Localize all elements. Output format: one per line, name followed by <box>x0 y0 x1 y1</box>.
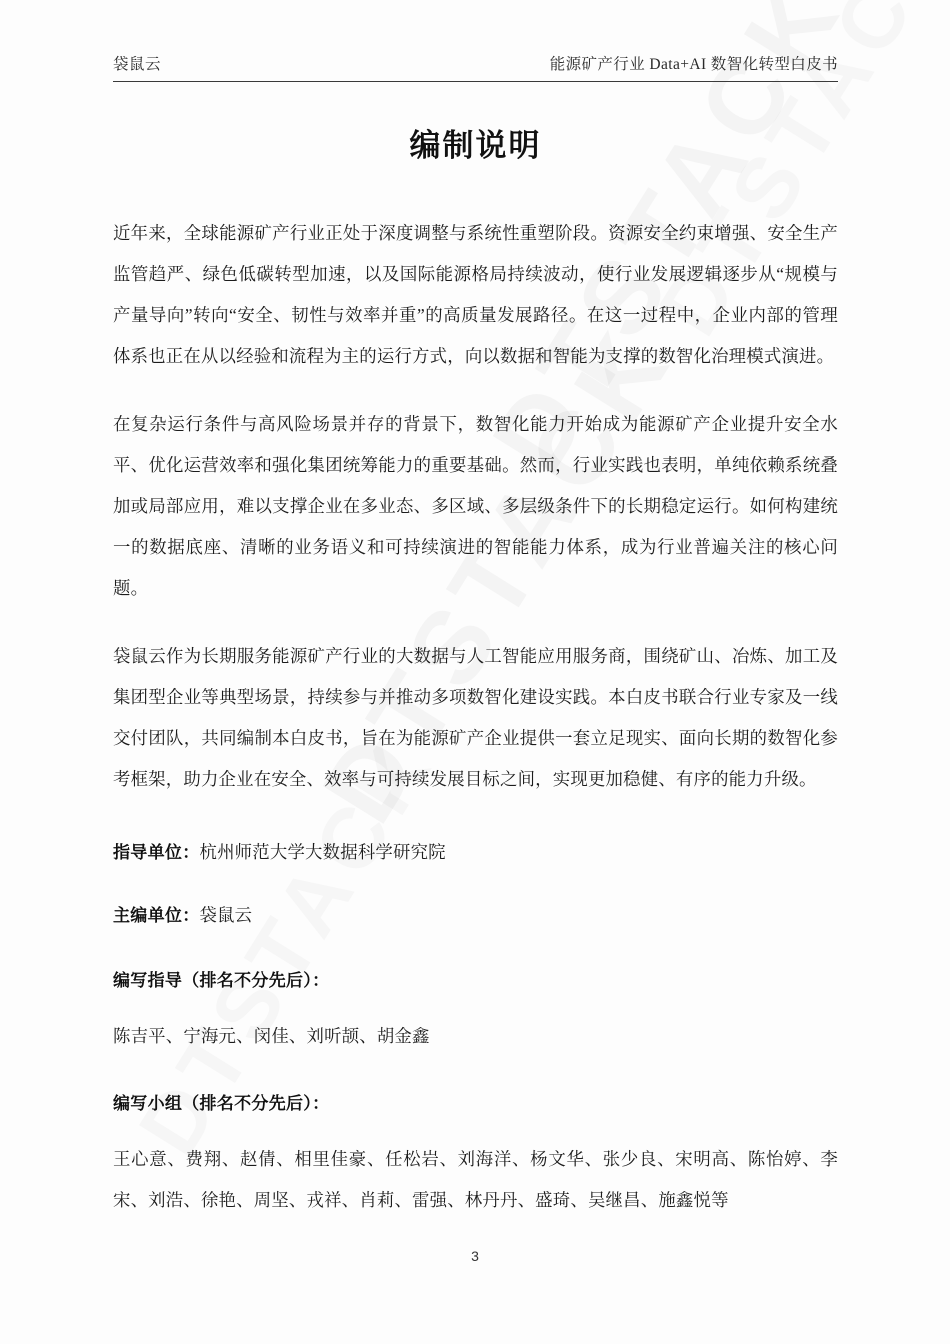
writing-group-names: 王心意、费翔、赵倩、相里佳豪、任松岩、刘海洋、杨文华、张少良、宋明高、陈怡婷、李宋、刘浩、徐艳、周坚、戎祥、肖莉、雷强、林丹丹、盛琦、吴继昌、施鑫悦等 <box>113 1149 838 1210</box>
spacer <box>113 1125 838 1139</box>
writing-guidance-names: 陈吉平、宁海元、闵佳、刘听颉、胡金鑫 <box>113 1026 430 1046</box>
paragraph: 在复杂运行条件与高风险场景并存的背景下，数智化能力开始成为能源矿产企业提升安全水平、优化运营效率和强化集团统筹能力的重要基础。然而，行业实践也表明，单纯依赖系统叠加或局部应用，难以支撑企业在多业态、多区域、多层级条件下的长期稳定运行。如何构建统一的数据底座、清晰的业务语义和可持续演进的智能能力体系，成为行业普遍关注的核心问题。 <box>113 414 838 598</box>
header-brand: 袋鼠云 <box>113 56 162 73</box>
credit-row-guidance-unit <box>113 834 838 871</box>
paragraph: 近年来，全球能源矿产行业正处于深度调整与系统性重塑阶段。资源安全约束增强、安全生产监管趋严、绿色低碳转型加速，以及国际能源格局持续波动，使行业发展逻辑逐步从“规模与产量导向”转向“安全、韧性与效率并重”的高质量发展路径。在这一过程中，企业内部的管理体系也正在从以经验和流程为主的运行方式，向以数据和智能为支撑的数智化治理模式演进。 <box>113 223 838 366</box>
credit-value: 杭州师范大学大数据科学研究院 <box>199 842 446 862</box>
page-title: 编制说明 <box>409 128 542 163</box>
running-header <box>113 52 838 82</box>
header-row <box>113 52 838 81</box>
writing-group-heading: 编写小组（排名不分先后）： <box>113 1094 330 1113</box>
credit-row-chief-editor-unit <box>113 897 838 934</box>
credit-label: 主编单位： <box>113 906 200 925</box>
body-paragraphs <box>113 213 838 800</box>
credit-value: 袋鼠云 <box>199 905 253 925</box>
paragraph: 袋鼠云作为长期服务能源矿产行业的大数据与人工智能应用服务商，围绕矿山、冶炼、加工及集团型企业等典型场景，持续参与并推动多项数智化建设实践。本白皮书联合行业专家及一线交付团队，共同编制本白皮书，旨在为能源矿产企业提供一套立足现实、面向长期的数智化参考框架，助力企业在安全、效率与可持续发展目标之间，实现更加稳健、有序的能力升级。 <box>113 646 838 789</box>
writing-guidance-heading: 编写指导（排名不分先后）： <box>113 971 330 990</box>
credits-section <box>113 834 838 1221</box>
page-number: 3 <box>471 1248 479 1264</box>
document-content <box>113 108 838 1225</box>
header-document-title: 能源矿产行业 Data+AI 数智化转型白皮书 <box>549 56 838 73</box>
header-divider <box>113 81 838 82</box>
page-footer <box>0 1248 950 1266</box>
credit-label: 指导单位： <box>113 843 200 862</box>
spacer <box>113 1002 838 1016</box>
